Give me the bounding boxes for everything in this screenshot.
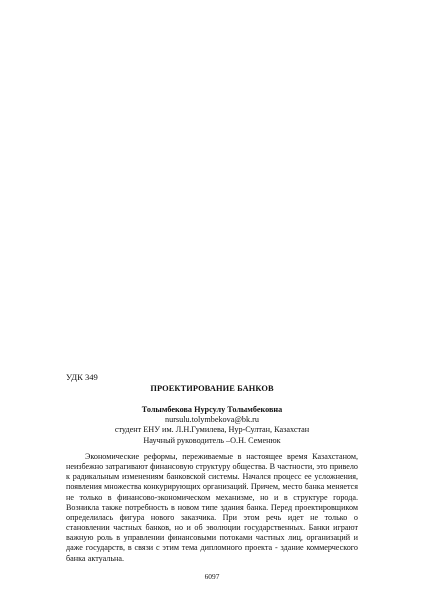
body-paragraph: Экономические реформы, переживаемые в настоящее время Казахстаном, неизбежно затрагивают финансовую структуру общества. В частности, это привело к радикальным изменениям банковской системы. Начался процесс ее усложнения, появления множества конкурирующих организаций. Причем, место банка меняется не только в финансово-экономическом механизме, но и в структуре города. Возникла также потребность в новом типе здания банка. Перед проектировщиком определилась фигура нового заказчика. При этом речь идет не только о становлении частных банков, но и об эволюции государственных. Банки играют важную роль в управлении финансовыми потоками частных лиц, организаций и даже государств, в связи с этим тема дипломного проекта - здание коммерческого банка актуальна. bbox=[66, 452, 358, 563]
author-block bbox=[66, 405, 358, 446]
article-title: ПРОЕКТИРОВАНИЕ БАНКОВ bbox=[150, 384, 274, 393]
scientific-supervisor: Научный руководитель –О.Н. Семенюк bbox=[143, 435, 281, 445]
udk-code: УДК 349 bbox=[66, 372, 98, 382]
author-affiliation: студент ЕНУ им. Л.Н.Гумилева, Нур-Султан, Казахстан bbox=[114, 425, 310, 435]
author-name: Толымбекова Нурсулу Толымбековна bbox=[141, 405, 283, 414]
author-email: nursulu.tolymbekova@bk.ru bbox=[165, 415, 259, 425]
page-number: 6097 bbox=[204, 572, 220, 581]
